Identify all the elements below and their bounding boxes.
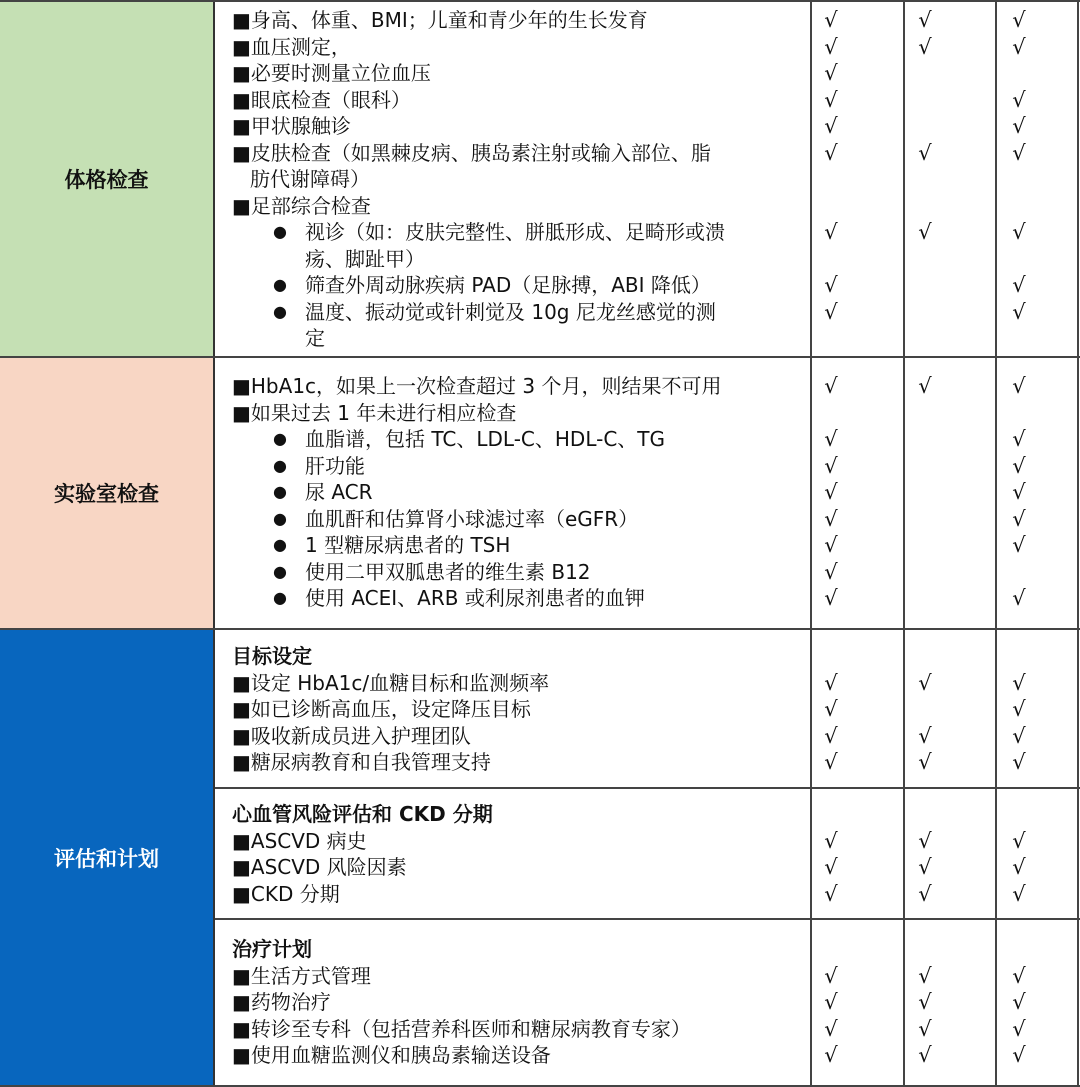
check-mark: √ bbox=[918, 34, 932, 59]
check-mark: √ bbox=[824, 697, 838, 721]
check-mark: √ bbox=[824, 140, 838, 165]
row-divider bbox=[0, 628, 1080, 630]
check-mark: √ bbox=[824, 963, 838, 988]
section-heading-treatment: 治疗计划 bbox=[232, 937, 312, 961]
check-mark: √ bbox=[1012, 506, 1026, 531]
item-foot-exam: ■足部综合检查 bbox=[232, 193, 371, 218]
subitem-potassium: 使用 ACEI、ARB 或利尿剂患者的血钾 bbox=[305, 586, 645, 610]
check-mark: √ bbox=[1012, 697, 1026, 721]
category-label: 评估和计划 bbox=[54, 847, 159, 871]
bullet-icon: ● bbox=[273, 301, 287, 321]
section-heading-cv-ckd: 心血管风险评估和 CKD 分期 bbox=[232, 802, 493, 826]
item-thyroid-palpation: ■甲状腺触诊 bbox=[232, 114, 351, 138]
check-mark: √ bbox=[1012, 220, 1026, 244]
item-blood-pressure: ■血压测定， bbox=[232, 34, 351, 59]
column-divider bbox=[995, 0, 997, 1087]
bullet-icon: ● bbox=[273, 455, 287, 475]
item-ascvd-risk-factors: ■ASCVD 风险因素 bbox=[232, 855, 407, 879]
item-height-weight-bmi: ■身高、体重、BMI；儿童和青少年的生长发育 bbox=[232, 8, 648, 32]
check-mark: √ bbox=[1012, 586, 1026, 610]
check-mark: √ bbox=[824, 670, 838, 695]
item-education-support: ■糖尿病教育和自我管理支持 bbox=[232, 750, 491, 774]
check-mark: √ bbox=[918, 1043, 932, 1067]
subitem-inspection-continued: 疡、脚趾甲） bbox=[305, 246, 425, 271]
check-mark: √ bbox=[824, 506, 838, 531]
row-divider bbox=[0, 0, 1080, 2]
check-mark: √ bbox=[918, 855, 932, 879]
check-mark: √ bbox=[824, 8, 838, 32]
category-physical-exam bbox=[0, 0, 215, 357]
bullet-icon: ● bbox=[273, 275, 287, 294]
bullet-icon: ● bbox=[273, 588, 287, 607]
check-mark: √ bbox=[824, 87, 838, 112]
bullet-icon: ● bbox=[273, 535, 287, 554]
check-mark: √ bbox=[824, 990, 838, 1014]
check-mark: √ bbox=[824, 881, 838, 906]
check-mark: √ bbox=[918, 670, 932, 695]
check-mark: √ bbox=[824, 61, 838, 85]
check-mark: √ bbox=[1012, 828, 1026, 853]
item-orthostatic-bp: ■必要时测量立位血压 bbox=[232, 61, 431, 85]
check-mark: √ bbox=[1012, 750, 1026, 774]
subitem-lipid-profile: 血脂谱，包括 TC、LDL-C、HDL-C、TG bbox=[305, 427, 666, 451]
check-mark: √ bbox=[824, 374, 838, 398]
subitem-pad-screening: 筛查外周动脉疾病 PAD（足脉搏，ABI 降低） bbox=[305, 273, 711, 297]
item-glucose-devices: ■使用血糖监测仪和胰岛素输送设备 bbox=[232, 1043, 551, 1067]
check-mark: √ bbox=[1012, 480, 1026, 504]
check-mark: √ bbox=[824, 723, 838, 748]
check-mark: √ bbox=[824, 586, 838, 610]
check-mark: √ bbox=[1012, 299, 1026, 324]
row-divider bbox=[215, 918, 1080, 920]
check-mark: √ bbox=[824, 299, 838, 324]
check-mark: √ bbox=[918, 990, 932, 1014]
subitem-sensation-test-continued: 定 bbox=[305, 326, 325, 350]
check-mark: √ bbox=[1012, 427, 1026, 451]
check-mark: √ bbox=[1012, 881, 1026, 906]
row-divider bbox=[215, 787, 1080, 789]
check-mark: √ bbox=[824, 220, 838, 244]
item-annual-tests: ■如果过去 1 年未进行相应检查 bbox=[232, 400, 517, 425]
item-lifestyle: ■生活方式管理 bbox=[232, 963, 371, 988]
check-mark: √ bbox=[918, 8, 932, 32]
bullet-icon: ● bbox=[273, 222, 287, 241]
section-heading-goals: 目标设定 bbox=[232, 644, 312, 668]
category-label: 实验室检查 bbox=[54, 482, 159, 506]
check-mark: √ bbox=[918, 881, 932, 906]
check-mark: √ bbox=[918, 374, 932, 398]
check-mark: √ bbox=[1012, 140, 1026, 165]
check-mark: √ bbox=[1012, 34, 1026, 59]
bullet-icon: ● bbox=[273, 482, 287, 501]
check-mark: √ bbox=[918, 220, 932, 244]
check-mark: √ bbox=[1012, 533, 1026, 557]
check-mark: √ bbox=[918, 140, 932, 165]
item-set-hba1c-goal: ■设定 HbA1c/血糖目标和监测频率 bbox=[232, 670, 550, 695]
check-mark: √ bbox=[824, 273, 838, 297]
check-mark: √ bbox=[1012, 374, 1026, 398]
check-mark: √ bbox=[1012, 114, 1026, 138]
subitem-inspection: 视诊（如：皮肤完整性、胼胝形成、足畸形或溃 bbox=[305, 220, 725, 244]
subitem-urine-acr: 尿 ACR bbox=[305, 480, 373, 504]
item-ckd-staging: ■CKD 分期 bbox=[232, 881, 340, 906]
check-mark: √ bbox=[824, 34, 838, 59]
check-mark: √ bbox=[1012, 670, 1026, 695]
check-mark: √ bbox=[1012, 723, 1026, 748]
check-mark: √ bbox=[1012, 273, 1026, 297]
check-mark: √ bbox=[824, 114, 838, 138]
subitem-sensation-test: 温度、振动觉或针刺觉及 10g 尼龙丝感觉的测 bbox=[305, 299, 716, 324]
category-lab-tests bbox=[0, 357, 215, 629]
category-label: 体格检查 bbox=[64, 167, 149, 192]
item-skin-exam-continued: 肪代谢障碍） bbox=[250, 167, 370, 191]
row-divider bbox=[0, 356, 1080, 358]
check-mark: √ bbox=[824, 1043, 838, 1067]
check-mark: √ bbox=[824, 480, 838, 504]
bullet-icon: ● bbox=[273, 429, 287, 448]
check-mark: √ bbox=[1012, 1016, 1026, 1041]
item-ascvd-history: ■ASCVD 病史 bbox=[232, 828, 367, 853]
check-mark: √ bbox=[824, 533, 838, 557]
item-care-team: ■吸收新成员进入护理团队 bbox=[232, 723, 471, 748]
check-mark: √ bbox=[918, 723, 932, 748]
check-mark: √ bbox=[824, 855, 838, 879]
item-referral: ■转诊至专科（包括营养科医师和糖尿病教育专家） bbox=[232, 1016, 691, 1041]
item-set-bp-goal: ■如已诊断高血压，设定降压目标 bbox=[232, 697, 531, 721]
check-mark: √ bbox=[1012, 990, 1026, 1014]
check-mark: √ bbox=[1012, 1043, 1026, 1067]
category-assessment-plan bbox=[0, 629, 215, 1087]
check-mark: √ bbox=[1012, 963, 1026, 988]
bullet-icon: ● bbox=[273, 561, 287, 581]
check-mark: √ bbox=[824, 1016, 838, 1041]
check-mark: √ bbox=[824, 559, 838, 584]
check-mark: √ bbox=[918, 963, 932, 988]
check-mark: √ bbox=[824, 750, 838, 774]
column-divider bbox=[1077, 0, 1079, 1087]
check-mark: √ bbox=[824, 828, 838, 853]
column-divider bbox=[903, 0, 905, 1087]
bullet-icon: ● bbox=[273, 508, 287, 528]
check-mark: √ bbox=[918, 828, 932, 853]
subitem-vitamin-b12: 使用二甲双胍患者的维生素 B12 bbox=[305, 559, 591, 584]
subitem-creatinine-egfr: 血肌酐和估算肾小球滤过率（eGFR） bbox=[305, 506, 639, 531]
item-skin-exam: ■皮肤检查（如黑棘皮病、胰岛素注射或输入部位、脂 bbox=[232, 140, 711, 165]
item-fundus-exam: ■眼底检查（眼科） bbox=[232, 87, 411, 112]
subitem-liver-function: 肝功能 bbox=[305, 453, 365, 478]
check-mark: √ bbox=[1012, 8, 1026, 32]
subitem-tsh: 1 型糖尿病患者的 TSH bbox=[305, 533, 511, 557]
check-mark: √ bbox=[1012, 855, 1026, 879]
item-medication: ■药物治疗 bbox=[232, 990, 331, 1014]
check-mark: √ bbox=[824, 427, 838, 451]
check-mark: √ bbox=[918, 750, 932, 774]
check-mark: √ bbox=[1012, 453, 1026, 478]
item-hba1c: ■HbA1c，如果上一次检查超过 3 个月，则结果不可用 bbox=[232, 374, 722, 398]
check-mark: √ bbox=[918, 1016, 932, 1041]
check-mark: √ bbox=[824, 453, 838, 478]
check-mark: √ bbox=[1012, 87, 1026, 112]
